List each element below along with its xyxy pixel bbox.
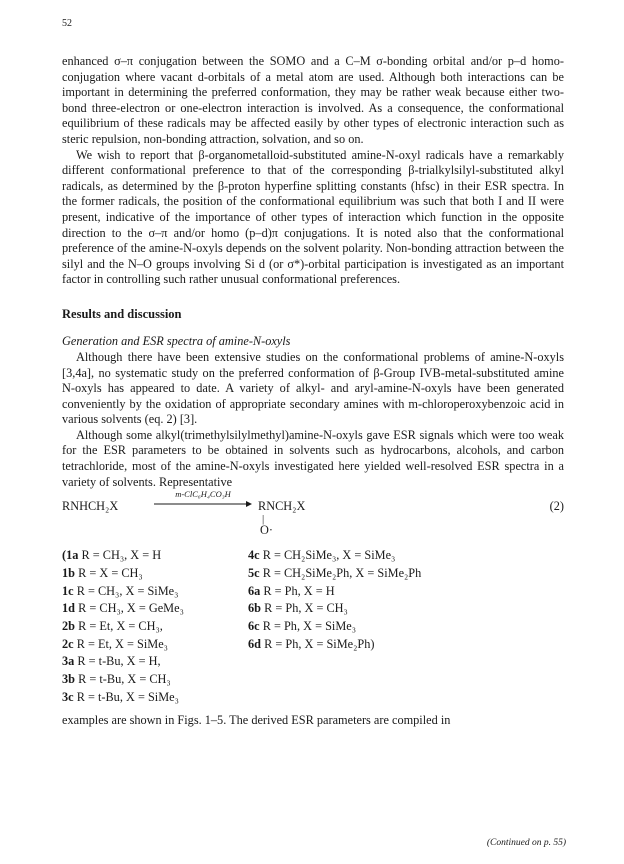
paragraph-3: Although there have been extensive studies on the conformational problems of amine-N-oxyls [3,4a], no systematic study on the preferred conformation of β-Group IVB-metal-substituted amine N-oxyls has appeared to date. A variety of alkyl- and aryl-amine-N-oxyls have been generated conveniently by the oxidation of appropriate secondary amines with m-chloroperoxybenzoic acid in various solvents (eq. 2) [3]. [62,349,564,427]
page-body [62,54,564,728]
paragraph-4: Although some alkyl(trimethylsilylmethyl)amine-N-oxyls gave ESR signals which were too weak for the ESR parameters to be obtained in solvents such as hydrocarbons, alcohols, and carbon tetrachloride, most of the amine-N-oxyls investigated here yielded well-resolved ESR spectra in a variety of solvents. Representative [62,427,564,489]
paragraph-2: We wish to report that β-organometalloid-substituted amine-N-oxyl radicals have a remarkably different conformational preference to that of the corresponding β-trialkylsilyl-substituted alkyl radicals, as determined by the β-proton hyperfine splitting constants (hfsc) in their ESR spectra. In the former radicals, the position of the conformational equilibrium was such that both I and II were present, indicative of the importance of other types of interaction which function in the opposite direction to the σ–π and/or homo (p–d)π conjugations. It is noted also that the conformational preference of the amine-N-oxyls depends on the solvent polarity. Non-bonding attraction between the silyl and the N–O groups involving Si d (or σ*)-orbital participation is investigated as an important factor in controlling such rather unusual conformational preferences. [62,147,564,287]
compound-column-left [62,547,248,706]
arrow-icon [154,499,252,509]
compound-item: 4c R = CH₂SiMe₃, X = SiMe₃ [248,548,396,563]
page-number: 52 [62,18,72,29]
section-heading: Results and discussion [62,306,182,321]
compound-item: 1d R = CH₃, X = GeMe₃ [62,601,184,616]
equation-reagent: m-ClC₆H₄CO₃H [175,489,231,500]
compound-item: 6c R = Ph, X = SiMe₃ [248,619,357,634]
paragraph-1: enhanced σ–π conjugation between the SOMO and a C–M σ-bonding orbital and/or p–d homo-conjugation where vacant d-orbitals of a metal atom are used. Although both interactions can be important in determining the preferred conformation, they may be rather weak because either two-bond three-electron or one-electron interaction is involved. As a consequence, the conformational equilibrium of these radicals may be affected easily by other types of electronic interaction such as steric repulsion, non-bonding attraction, solvation, and so on. [62,54,564,146]
equation-2 [62,489,564,539]
compound-list [62,547,564,706]
continued-note: (Continued on p. 55) [486,838,566,848]
paragraph-5: examples are shown in Figs. 1–5. The derived ESR parameters are compiled in [62,712,451,727]
compound-item: 3c R = t-Bu, X = SiMe₃ [62,689,179,704]
compound-item: 3a R = t-Bu, X = H, [62,654,161,669]
subsection-heading: Generation and ESR spectra of amine-N-oxyls [62,333,291,348]
equation-product: RNCH₂X [258,499,306,514]
equation-bond: | [262,513,265,526]
equation-oxygen: O· [260,523,273,538]
compound-column-right [248,547,564,706]
compound-item: 6b R = Ph, X = CH₃ [248,601,348,616]
compound-item: 6d R = Ph, X = SiMe₂Ph) [248,636,375,651]
compound-item: 2c R = Et, X = SiMe₃ [62,636,168,651]
equation-reactant: RNHCH₂X [62,499,119,514]
compound-item: 1c R = CH₃, X = SiMe₃ [62,583,179,598]
compound-item: 2b R = Et, X = CH₃, [62,619,163,634]
compound-item: 6a R = Ph, X = H [248,583,335,598]
reaction-arrow [154,489,252,509]
equation-number: (2) [549,499,564,514]
compound-item: 5c R = CH₂SiMe₂Ph, X = SiMe₂Ph [248,565,422,580]
compound-item: (1a R = CH₃, X = H [62,548,162,563]
compound-item: 3b R = t-Bu, X = CH₃ [62,672,171,687]
compound-item: 1b R = X = CH₃ [62,565,143,580]
